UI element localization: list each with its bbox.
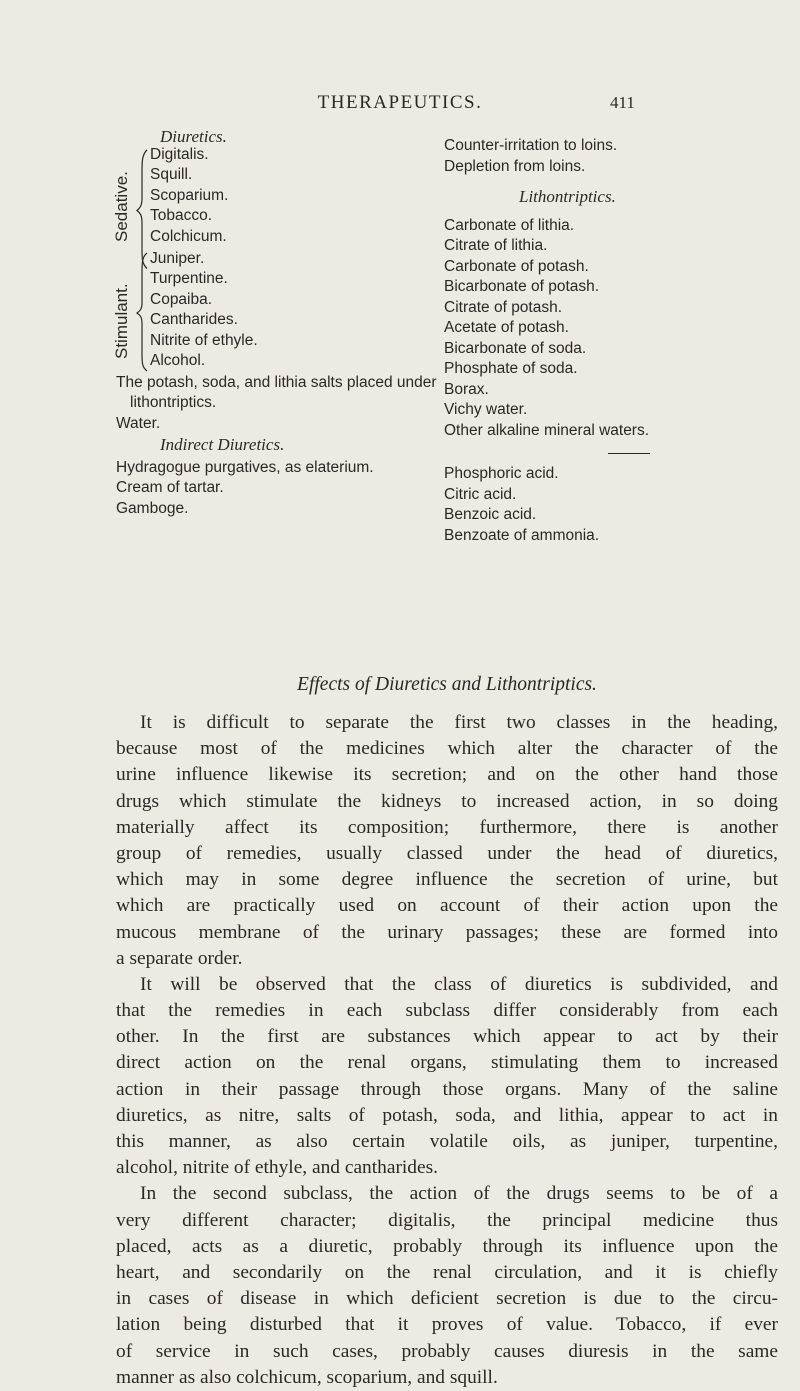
list-item: Alcohol.	[150, 352, 206, 369]
text-line: alcohol, nitrite of ethyle, and cantharides.	[116, 1157, 438, 1179]
text-line: direct action on the renal organs, stimulating them to increased	[116, 1052, 778, 1074]
running-title: THERAPEUTICS.	[317, 92, 483, 113]
text-line: very different character; digitalis, the principal medicine thus	[116, 1209, 778, 1231]
text-line: It is difficult to separate the first two classes in the heading,	[140, 712, 778, 733]
page-number: 411	[610, 93, 635, 112]
list-item: Tobacco.	[150, 207, 213, 224]
paragraph	[116, 972, 778, 1182]
list-item: Other alkaline mineral waters.	[444, 421, 650, 439]
list-item: Scoparium.	[150, 186, 229, 204]
text-line: in cases of disease in which deficient secretion is due to the circu-	[116, 1288, 778, 1310]
list-item: Colchicum.	[150, 227, 227, 245]
text-line: heart, and secondarily on the renal circulation, and it is chiefly	[116, 1261, 778, 1283]
list-item: Nitrite of ethyle.	[150, 331, 258, 349]
text-line: manner as also colchicum, scoparium, and squill.	[116, 1366, 498, 1388]
sedative-items	[150, 145, 228, 248]
text-line: other. In the first are substances which appear to act by their	[116, 1026, 778, 1048]
list-item: Turpentine.	[150, 270, 228, 287]
text-line: diuretics, as nitre, salts of potash, soda, and lithia, appear to act in	[116, 1104, 778, 1126]
sedative-group: Sedative. Digitalis. Squill. Scoparium. Tobacco. Colchicum.	[116, 145, 446, 271]
list-item: Juniper.	[150, 249, 205, 267]
divider-rule	[608, 453, 650, 454]
text-line: group of remedies, usually classed under the head of diuretics,	[116, 842, 778, 864]
list-item: Counter-irritation to loins.	[444, 137, 618, 154]
text-line: this manner, as also certain volatile oils, as juniper, turpentine,	[116, 1131, 778, 1152]
list-item: Benzoate of ammonia.	[444, 526, 600, 544]
paragraph	[116, 1181, 778, 1391]
right-column	[444, 136, 774, 546]
list-item: Hydragogue purgatives, as elaterium.	[116, 458, 374, 476]
text-line: placed, acts as a diuretic, probably through its influence upon the	[116, 1235, 778, 1257]
text-line: drugs which stimulate the kidneys to increased action, in so doing	[116, 790, 778, 812]
text-line: mucous membrane of the urinary passages; these are formed into	[116, 921, 778, 943]
text-line: lation being disturbed that it proves of value. Tobacco, if ever	[116, 1314, 778, 1336]
list-item: Bicarbonate of soda.	[444, 339, 587, 357]
list-item: Phosphoric acid.	[444, 465, 559, 482]
list-item: Carbonate of lithia.	[444, 216, 575, 234]
list-item: Vichy water.	[444, 401, 528, 418]
text-line: of service in such cases, probably causes diuresis in the same	[116, 1340, 778, 1362]
section-heading: Effects of Diuretics and Lithontriptics.	[297, 674, 597, 695]
list-item: Copaiba.	[150, 290, 213, 308]
text-line: that the remedies in each subclass differ considerably from each	[116, 1000, 778, 1022]
list-item: Cantharides.	[150, 311, 238, 328]
list-item: Carbonate of potash.	[444, 257, 589, 275]
potash-note: The potash, soda, and lithia salts placed under lithontriptics.	[116, 373, 437, 411]
lithontriptics-heading: Lithontriptics.	[519, 187, 616, 206]
list-item: Bicarbonate of potash.	[444, 278, 600, 295]
list-item: Citrate of potash.	[444, 298, 563, 316]
text-line: because most of the medicines which alter the character of the	[116, 738, 778, 760]
paragraph	[116, 710, 778, 972]
list-item: Squill.	[150, 166, 193, 183]
indirect-diuretics-heading: Indirect Diuretics.	[160, 435, 285, 454]
list-item: Depletion from loins.	[444, 157, 586, 175]
list-item: Cream of tartar.	[116, 479, 224, 496]
text-line: urine influence likewise its secretion; and on the other hand those	[116, 764, 778, 786]
text-line: which are practically used on account of their action upon the	[116, 895, 778, 917]
list-item: Gamboge.	[116, 499, 189, 517]
text-line: a separate order.	[116, 947, 243, 969]
diuretics-heading: Diuretics.	[160, 127, 227, 146]
text-line: which may in some degree influence the secretion of urine, but	[116, 869, 778, 891]
body-text	[116, 710, 778, 1391]
text-line: In the second subclass, the action of the drugs seems to be of a	[140, 1183, 778, 1205]
stimulant-items	[150, 249, 258, 372]
running-head	[0, 92, 800, 116]
text-line: materially affect its composition; furthermore, there is another	[116, 816, 778, 838]
water-note: Water.	[116, 414, 161, 432]
list-item: Borax.	[444, 380, 489, 398]
list-item: Acetate of potash.	[444, 319, 569, 336]
list-item: Citric acid.	[444, 485, 517, 503]
text-line: action in their passage through those organs. Many of the saline	[116, 1078, 778, 1100]
left-column	[112, 127, 446, 519]
list-item: Phosphate of soda.	[444, 360, 578, 377]
list-item: Benzoic acid.	[444, 506, 537, 523]
text-line: It will be observed that the class of diuretics is subdivided, and	[140, 973, 778, 995]
stimulant-brace-icon	[136, 249, 148, 373]
list-item: Digitalis.	[150, 145, 209, 163]
list-item: Citrate of lithia.	[444, 237, 548, 254]
stimulant-group: Stimulant. Juniper. Turpentine. Copaiba. Cantharides. Nitrite of ethyle. Alcohol.	[116, 249, 446, 373]
